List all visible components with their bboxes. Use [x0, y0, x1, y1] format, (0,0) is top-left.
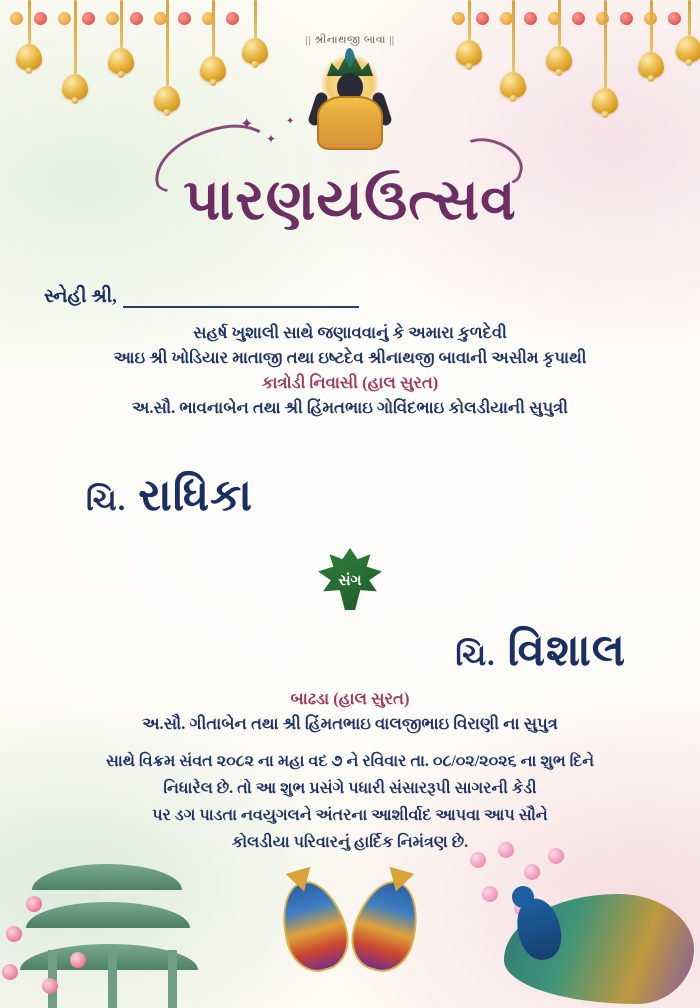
- groom-prefix: ચિ.: [455, 639, 496, 672]
- greeting-label: સ્નેહી શ્રી,: [44, 286, 117, 307]
- bell-icon: [496, 0, 530, 98]
- peacock-icon: [490, 848, 700, 1008]
- intro-line-2: આઇ શ્રી ખોડિયાર માતાજી તથા ઇષ્ટદેવ શ્રીનાથજી બાવાની અસીમ કૃપાથી: [113, 348, 587, 367]
- groom-place: બાઢડા (હાલ સુરત): [290, 689, 410, 708]
- decorative-fish-icon: [275, 880, 425, 990]
- closing-line-3: પર ડગ પાડતા નવયુગલને અંતરના આશીર્વાદ આપવા આપ સૌને: [152, 807, 548, 824]
- marigold-flower-icon: [620, 12, 633, 25]
- groom-name-block: [455, 625, 626, 676]
- marigold-flower-icon: [226, 12, 239, 25]
- bell-icon: [588, 0, 622, 114]
- page-title: પારણયઉત્સવ: [183, 169, 517, 232]
- marigold-flower-icon: [500, 12, 513, 25]
- closing-line-2: નિધારેલ છે. તો આ શુભ પ્રસંગે પધારી સંસારરૂપી સાગરની કેડી: [163, 780, 537, 797]
- bell-icon: [452, 0, 486, 66]
- marigold-flower-icon: [644, 12, 657, 25]
- left-floral-decor: [0, 888, 120, 1008]
- bride-name-block: [86, 470, 253, 521]
- groom-family-block: [30, 686, 670, 736]
- marigold-flower-icon: [82, 12, 95, 25]
- marigold-flower-icon: [34, 12, 47, 25]
- marigold-flower-icon: [58, 12, 71, 25]
- closing-block: [26, 748, 674, 856]
- invitation-body: [30, 320, 670, 420]
- closing-line-4: કોલડીયા પરિવારનું હાર્દિક નિમંત્રણ છે.: [231, 834, 469, 851]
- bell-icon: [58, 0, 92, 100]
- leaf-icon: [318, 548, 382, 610]
- closing-line-1: સાથે વિક્રમ સંવત ૨૦૮૨ ના મહા વદ ૭ ને રવિવાર તા. ૦૮/૦૨/૨૦૨૬ ના શુભ દિને: [105, 753, 595, 770]
- shrinathji-deity-icon: [308, 52, 392, 148]
- marigold-flower-icon: [524, 12, 537, 25]
- shree-line: || શ્રીનાથજી બાવા ||: [305, 34, 395, 46]
- marigold-flower-icon: [548, 12, 561, 25]
- wedding-invitation-card: || શ્રીનાથજી બાવા || ✦ ✦ ✦ પારણયઉત્સવ સ્નેહી શ્રી, સહર્ષ ખુશાલી સાથે જણાવવાનું કે અમારા કુળદેવી આઇ શ્રી ખોડિયાર માતાજી તથા ઇષ્ટદેવ શ્રીનાથજી બાવાની અસીમ કૃપાથી કાત્રોડી નિવાસી (હાલ સુરત) અ.સૌ. ભાવનાબેન તથા શ્રી હિંમતભાઇ ગોવિંદભાઇ કોલડીયાની સુપુત્રી ચિ. રાધિકા સંગ ચિ. વિશાલ બાઢડા (હાલ સુરત) અ.સૌ. ગીતાબેન તથા શ્રી હિંમતભાઇ વાલજીભાઇ વિરાણી ના સુપુત્ર સાથે વિક્રમ સંવત ૨૦૮૨ ના મહા વદ ૭ ને રવિવાર તા. ૦૮/૦૨/૨૦૨૬ ના શુભ દિને નિધારેલ છે. તો આ શુભ પ્રસંગે પધારી સંસારરૂપી સાગરની કેડી પર ડગ પાડતા નવયુગલને અંતરના આશીર્વાદ આપવા આપ સૌને કોલડીયા પરિવારનું હાર્દિક નિમંત્રણ છે.: [0, 0, 700, 1008]
- bride-prefix: ચિ.: [86, 484, 127, 517]
- guest-name-blank[interactable]: [123, 292, 359, 308]
- groom-parents: અ.સૌ. ગીતાબેન તથા શ્રી હિંમતભાઇ વાલજીભાઇ વિરાણી ના સુપુત્ર: [142, 714, 558, 733]
- bell-icon: [672, 0, 700, 62]
- marigold-flower-icon: [572, 12, 585, 25]
- marigold-flower-icon: [10, 12, 23, 25]
- bride-parents: અ.સૌ. ભાવનાબેન તથા શ્રી હિંમતભાઇ ગોવિંદભાઇ કોલડીયાની સુપુત્રી: [131, 398, 569, 417]
- leaf-label: સંગ: [338, 573, 362, 589]
- marigold-flower-icon: [154, 12, 167, 25]
- marigold-flower-icon: [596, 12, 609, 25]
- marigold-flower-icon: [476, 12, 489, 25]
- bride-name: રાધિકા: [138, 471, 253, 520]
- bride-place: કાત્રોડી નિવાસી (હાલ સુરત): [261, 373, 439, 392]
- intro-line-1: સહર્ષ ખુશાલી સાથે જણાવવાનું કે અમારા કુળદેવી: [193, 323, 507, 342]
- bell-icon: [238, 0, 272, 64]
- groom-name: વિશાલ: [507, 626, 626, 675]
- marigold-flower-icon: [452, 12, 465, 25]
- marigold-flower-icon: [668, 12, 681, 25]
- marigold-flower-icon: [202, 12, 215, 25]
- marigold-flower-icon: [106, 12, 119, 25]
- marigold-flower-icon: [178, 12, 191, 25]
- marigold-flower-icon: [130, 12, 143, 25]
- greeting-line: [44, 286, 359, 308]
- bell-icon: [150, 0, 184, 112]
